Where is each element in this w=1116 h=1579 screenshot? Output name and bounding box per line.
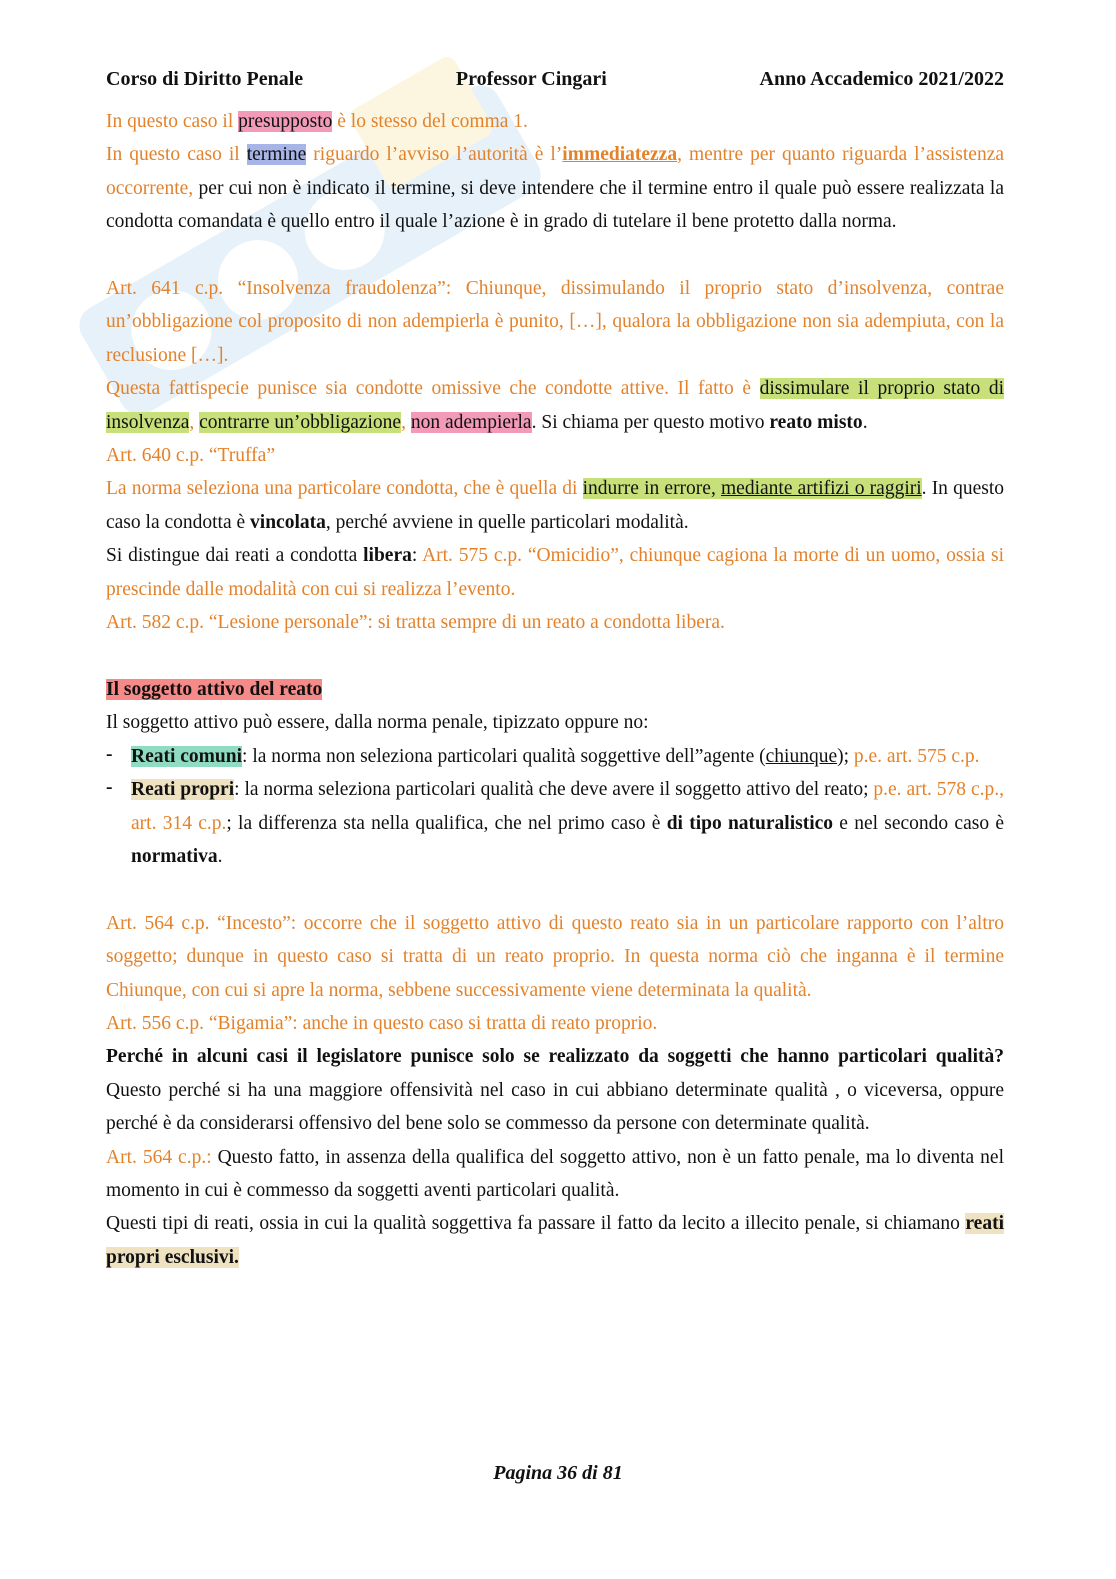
paragraph-termine: In questo caso il termine riguardo l’avviso l’autorità è l’immediatezza, mentre per quanto riguarda l’assistenza occorrente, per cui non è indicato il termine, si deve intendere che il termine entro il quale può essere realizzata la condotta comandata è quello entro il quale l’azione è in grado di tutelare il bene protetto dalla norma. xyxy=(106,144,1005,233)
page-number: Pagina 36 di 81 xyxy=(493,1462,623,1484)
paragraph-soggetto-attivo: Il soggetto attivo può essere, dalla norma penale, tipizzato oppure no: xyxy=(106,712,649,734)
paragraph-truffa: La norma seleziona una particolare condotta, che è quella di indurre in errore, mediante artifizi o raggiri. In questo caso la condotta è vincolata, perché avviene in quelle particolari modalità. xyxy=(106,478,1005,533)
paragraph-art-640: Art. 640 c.p. “Truffa” xyxy=(106,445,275,467)
list-item: - Reati comuni: la norma non seleziona particolari qualità soggettive dell”agente (chiunque); p.e. art. 575 c.p. xyxy=(106,740,1004,773)
reati-list xyxy=(106,740,1004,874)
paragraph-perche: Perché in alcuni casi il legislatore punisce solo se realizzato da soggetti che hanno particolari qualità? Questo perché si ha una maggiore offensività nel caso in cui abbiano determinate qualità , o viceversa, oppure perché è da considerarsi offensivo del bene solo se commesso da persone con determinate qualità. xyxy=(106,1046,1004,1135)
paragraph-reati-propri-esclusivi: Questi tipi di reati, ossia in cui la qualità soggettiva fa passare il fatto da lecito a illecito penale, si chiamano reati propri esclusivi. xyxy=(106,1213,1004,1268)
course-title: Corso di Diritto Penale xyxy=(106,68,304,90)
document-body xyxy=(106,105,1004,1274)
paragraph-art-582: Art. 582 c.p. “Lesione personale”: si tratta sempre di un reato a condotta libera. xyxy=(106,612,725,634)
section-title: Il soggetto attivo del reato xyxy=(106,678,323,700)
list-item: - Reati propri: la norma seleziona particolari qualità che deve avere il soggetto attivo del reato; p.e. art. 578 c.p., art. 314 c.p.; la differenza sta nella qualifica, che nel primo caso è di tipo naturalistico e nel secondo caso è normativa. xyxy=(106,773,1004,873)
paragraph-fattispecie: Questa fattispecie punisce sia condotte omissive che condotte attive. Il fatto è dissimulare il proprio stato di insolvenza, contrarre un’obbligazione, non adempierla. Si chiama per questo motivo reato misto. xyxy=(106,378,1004,433)
page-header xyxy=(106,68,1004,91)
paragraph-condotta-libera: Si distingue dai reati a condotta libera: Art. 575 c.p. “Omicidio”, chiunque cagiona la morte di un uomo, ossia si prescinde dalle modalità con cui si realizza l’evento. xyxy=(106,545,1004,600)
academic-year: Anno Accademico 2021/2022 xyxy=(759,68,1004,90)
paragraph-art-641: Art. 641 c.p. “Insolvenza fraudolenza”: Chiunque, dissimulando il proprio stato d’insolvenza, contrae un’obbligazione col proposito di non adempierla è punito, […], qualora la obbligazione non sia adempiuta, con la reclusione […]. xyxy=(106,278,1004,366)
professor-name: Professor Cingari xyxy=(455,68,607,90)
paragraph-art-556: Art. 556 c.p. “Bigamia”: anche in questo caso si tratta di reato proprio. xyxy=(106,1012,658,1034)
paragraph-presupposto: In questo caso il presupposto è lo stesso del comma 1. xyxy=(106,111,528,132)
paragraph-art-564-fatto: Art. 564 c.p.: Questo fatto, in assenza della qualifica del soggetto attivo, non è un fatto penale, ma lo diventa nel momento in cui è commesso da soggetti aventi particolari qualità. xyxy=(106,1146,1004,1201)
paragraph-art-564-incesto: Art. 564 c.p. “Incesto”: occorre che il soggetto attivo di questo reato sia in un particolare rapporto con l’altro soggetto; dunque in questo caso si tratta di un reato proprio. In questa norma ciò che inganna è il termine Chiunque, con cui si apre la norma, sebbene successivamente viene determinata la qualità. xyxy=(106,912,1004,1001)
